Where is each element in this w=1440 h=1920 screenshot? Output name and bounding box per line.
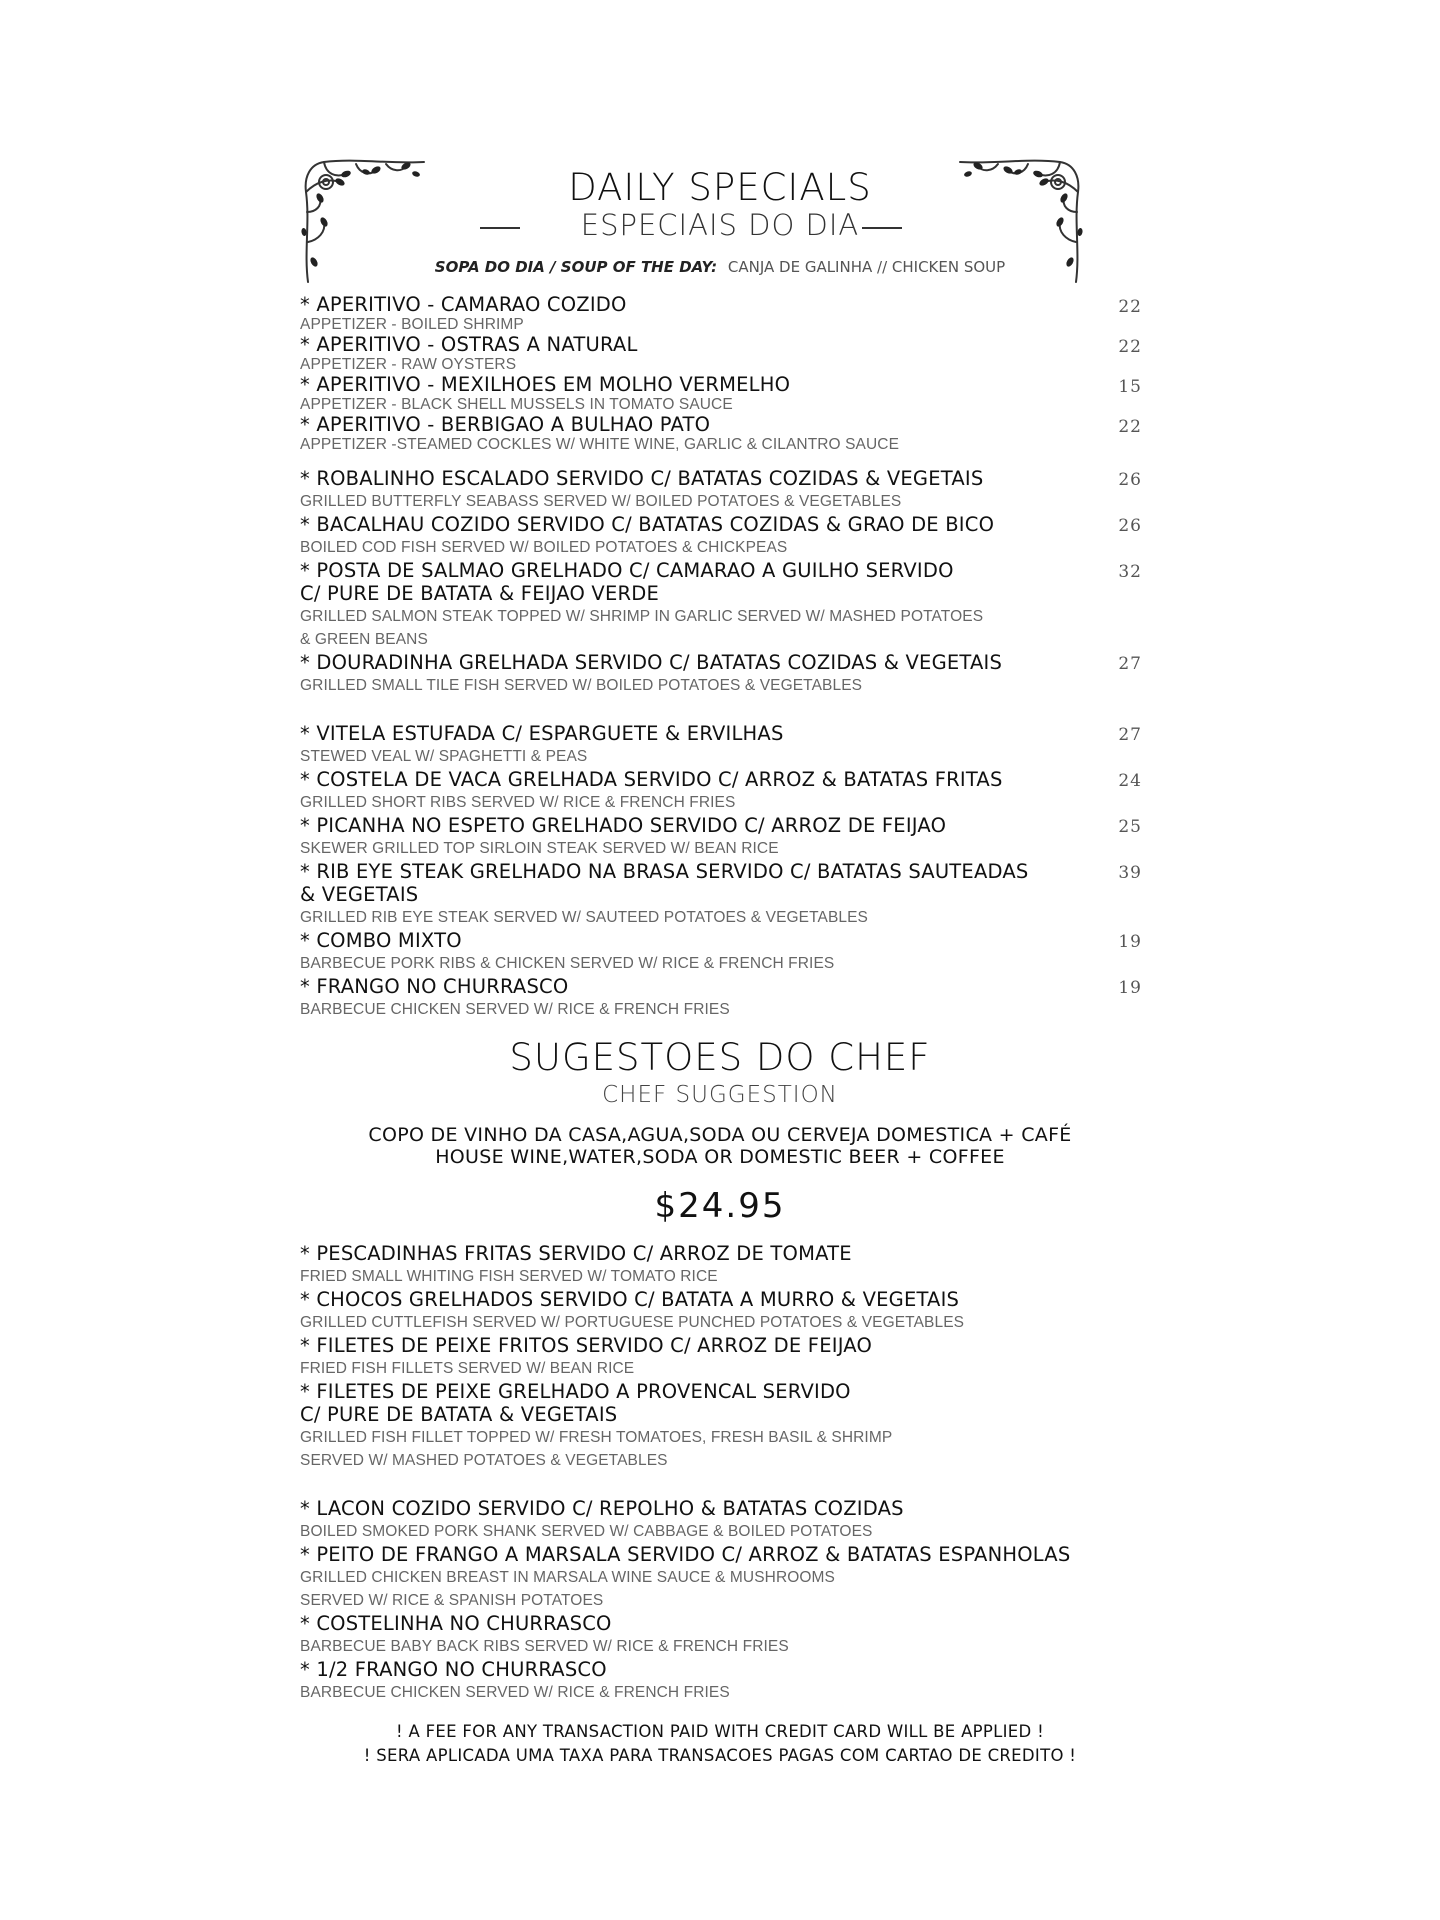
item-name: * FRANGO NO CHURRASCO — [300, 975, 569, 998]
list-item — [300, 651, 1142, 697]
list-item — [300, 814, 1142, 860]
chef-combo-price: $24.95 — [654, 1186, 786, 1226]
item-name: * APERITIVO - BERBIGAO A BULHAO PATO — [300, 413, 711, 436]
item-desc: GRILLED CHICKEN BREAST IN MARSALA WINE SAUCE & MUSHROOMS SERVED W/ RICE & SPANISH POTATOES — [300, 1569, 835, 1609]
chef-combo-line-pt: COPO DE VINHO DA CASA,AGUA,SODA OU CERVEJA DOMESTICA + CAFÉ — [368, 1124, 1072, 1146]
list-item — [300, 559, 1142, 651]
fish-list — [300, 467, 1142, 697]
item-name: * ROBALINHO ESCALADO SERVIDO C/ BATATAS COZIDAS & VEGETAIS — [300, 467, 984, 490]
item-desc: BARBECUE CHICKEN SERVED W/ RICE & FRENCH FRIES — [300, 1684, 730, 1701]
list-item — [300, 1543, 1142, 1612]
list-item — [300, 975, 1142, 1021]
list-item — [300, 334, 1142, 374]
item-name: * COSTELA DE VACA GRELHADA SERVIDO C/ ARROZ & BATATAS FRITAS — [300, 768, 1003, 791]
list-item — [300, 414, 1142, 454]
item-desc: APPETIZER - BLACK SHELL MUSSELS IN TOMATO SAUCE — [300, 396, 733, 413]
list-item — [300, 294, 1142, 334]
item-name: * APERITIVO - MEXILHOES EM MOLHO VERMELHO — [300, 373, 791, 396]
item-price: 24 — [1118, 771, 1142, 791]
item-desc: BARBECUE CHICKEN SERVED W/ RICE & FRENCH FRIES — [300, 1001, 730, 1018]
list-item — [300, 1242, 1142, 1288]
item-price: 19 — [1118, 932, 1142, 952]
appetizers-list — [300, 294, 1142, 454]
chef-fish-list — [300, 1242, 1142, 1472]
item-name: * FILETES DE PEIXE FRITOS SERVIDO C/ ARROZ DE FEIJAO — [300, 1334, 873, 1357]
item-desc: APPETIZER - RAW OYSTERS — [300, 356, 517, 373]
item-name: * CHOCOS GRELHADOS SERVIDO C/ BATATA A MURRO & VEGETAIS — [300, 1288, 960, 1311]
item-desc: APPETIZER - BOILED SHRIMP — [300, 316, 524, 333]
item-price: 27 — [1118, 725, 1142, 745]
list-item — [300, 768, 1142, 814]
item-price: 15 — [1118, 377, 1142, 397]
item-name: * 1/2 FRANGO NO CHURRASCO — [300, 1658, 607, 1681]
item-desc: BARBECUE PORK RIBS & CHICKEN SERVED W/ RICE & FRENCH FRIES — [300, 955, 835, 972]
item-price: 22 — [1118, 337, 1142, 357]
list-item — [300, 860, 1142, 929]
soup-value: CANJA DE GALINHA // CHICKEN SOUP — [727, 258, 1006, 276]
item-price: 22 — [1118, 417, 1142, 437]
item-desc: GRILLED SALMON STEAK TOPPED W/ SHRIMP IN GARLIC SERVED W/ MASHED POTATOES & GREEN BEANS — [300, 608, 984, 648]
item-price: 25 — [1118, 817, 1142, 837]
list-item — [300, 1288, 1142, 1334]
soup-label: SOPA DO DIA / SOUP OF THE DAY: — [434, 258, 718, 276]
item-price: 22 — [1118, 297, 1142, 317]
list-item — [300, 1612, 1142, 1658]
item-name: * PEITO DE FRANGO A MARSALA SERVIDO C/ ARROZ & BATATAS ESPANHOLAS — [300, 1543, 1071, 1566]
item-name: * PESCADINHAS FRITAS SERVIDO C/ ARROZ DE TOMATE — [300, 1242, 852, 1265]
item-price: 19 — [1118, 978, 1142, 998]
chef-meat-list — [300, 1497, 1142, 1704]
item-desc: APPETIZER -STEAMED COCKLES W/ WHITE WINE, GARLIC & CILANTRO SAUCE — [300, 436, 900, 453]
item-name: * APERITIVO - CAMARAO COZIDO — [300, 293, 627, 316]
item-name: * COMBO MIXTO — [300, 929, 462, 952]
item-desc: FRIED FISH FILLETS SERVED W/ BEAN RICE — [300, 1360, 635, 1377]
item-desc: GRILLED CUTTLEFISH SERVED W/ PORTUGUESE PUNCHED POTATOES & VEGETABLES — [300, 1314, 965, 1331]
item-desc: BOILED COD FISH SERVED W/ BOILED POTATOES & CHICKPEAS — [300, 539, 788, 556]
item-name: * RIB EYE STEAK GRELHADO NA BRASA SERVIDO C/ BATATAS SAUTEADAS & VEGETAIS — [300, 860, 1029, 906]
item-name: * FILETES DE PEIXE GRELHADO A PROVENCAL SERVIDO C/ PURE DE BATATA & VEGETAIS — [300, 1380, 851, 1426]
meat-list — [300, 722, 1142, 1021]
list-item — [300, 929, 1142, 975]
item-desc: GRILLED FISH FILLET TOPPED W/ FRESH TOMATOES, FRESH BASIL & SHRIMP SERVED W/ MASHED POTATOES & VEGETABLES — [300, 1429, 893, 1469]
list-item — [300, 1380, 1142, 1472]
item-desc: SKEWER GRILLED TOP SIRLOIN STEAK SERVED W/ BEAN RICE — [300, 840, 779, 857]
item-name: * VITELA ESTUFADA C/ ESPARGUETE & ERVILHAS — [300, 722, 784, 745]
list-item — [300, 467, 1142, 513]
chef-combo-line-en: HOUSE WINE,WATER,SODA OR DOMESTIC BEER + COFFEE — [435, 1146, 1005, 1168]
item-name: * COSTELINHA NO CHURRASCO — [300, 1612, 612, 1635]
item-desc: BARBECUE BABY BACK RIBS SERVED W/ RICE & FRENCH FRIES — [300, 1638, 789, 1655]
item-desc: GRILLED BUTTERFLY SEABASS SERVED W/ BOILED POTATOES & VEGETABLES — [300, 493, 902, 510]
item-price: 39 — [1118, 863, 1142, 883]
page-title: DAILY SPECIALS — [568, 166, 872, 209]
item-name: * LACON COZIDO SERVIDO C/ REPOLHO & BATATAS COZIDAS — [300, 1497, 904, 1520]
item-price: 26 — [1118, 470, 1142, 490]
item-name: * BACALHAU COZIDO SERVIDO C/ BATATAS COZIDAS & GRAO DE BICO — [300, 513, 995, 536]
subtitle-dash-right — [862, 227, 902, 229]
item-name: * DOURADINHA GRELHADA SERVIDO C/ BATATAS COZIDAS & VEGETAIS — [300, 651, 1003, 674]
item-name: * APERITIVO - OSTRAS A NATURAL — [300, 333, 638, 356]
chef-section-title: SUGESTOES DO CHEF — [509, 1036, 931, 1079]
item-desc: GRILLED SMALL TILE FISH SERVED W/ BOILED POTATOES & VEGETABLES — [300, 677, 863, 694]
credit-card-notice-en: ! A FEE FOR ANY TRANSACTION PAID WITH CREDIT CARD WILL BE APPLIED ! — [395, 1722, 1045, 1741]
soup-of-the-day — [0, 258, 1440, 276]
item-name: * POSTA DE SALMAO GRELHADO C/ CAMARAO A GUILHO SERVIDO C/ PURE DE BATATA & FEIJAO VERDE — [300, 559, 954, 605]
list-item — [300, 513, 1142, 559]
chef-section-subtitle: CHEF SUGGESTION — [602, 1082, 838, 1108]
list-item — [300, 1497, 1142, 1543]
item-price: 26 — [1118, 516, 1142, 536]
credit-card-notice-pt: ! SERA APLICADA UMA TAXA PARA TRANSACOES PAGAS COM CARTAO DE CREDITO ! — [363, 1746, 1077, 1765]
list-item — [300, 1658, 1142, 1704]
list-item — [300, 374, 1142, 414]
page-subtitle: ESPECIAIS DO DIA — [580, 208, 860, 242]
item-desc: GRILLED RIB EYE STEAK SERVED W/ SAUTEED POTATOES & VEGETABLES — [300, 909, 868, 926]
item-desc: BOILED SMOKED PORK SHANK SERVED W/ CABBAGE & BOILED POTATOES — [300, 1523, 873, 1540]
item-desc: STEWED VEAL W/ SPAGHETTI & PEAS — [300, 748, 588, 765]
item-price: 32 — [1118, 562, 1142, 582]
list-item — [300, 722, 1142, 768]
list-item — [300, 1334, 1142, 1380]
item-name: * PICANHA NO ESPETO GRELHADO SERVIDO C/ ARROZ DE FEIJAO — [300, 814, 947, 837]
item-desc: GRILLED SHORT RIBS SERVED W/ RICE & FRENCH FRIES — [300, 794, 736, 811]
item-price: 27 — [1118, 654, 1142, 674]
item-desc: FRIED SMALL WHITING FISH SERVED W/ TOMATO RICE — [300, 1268, 718, 1285]
